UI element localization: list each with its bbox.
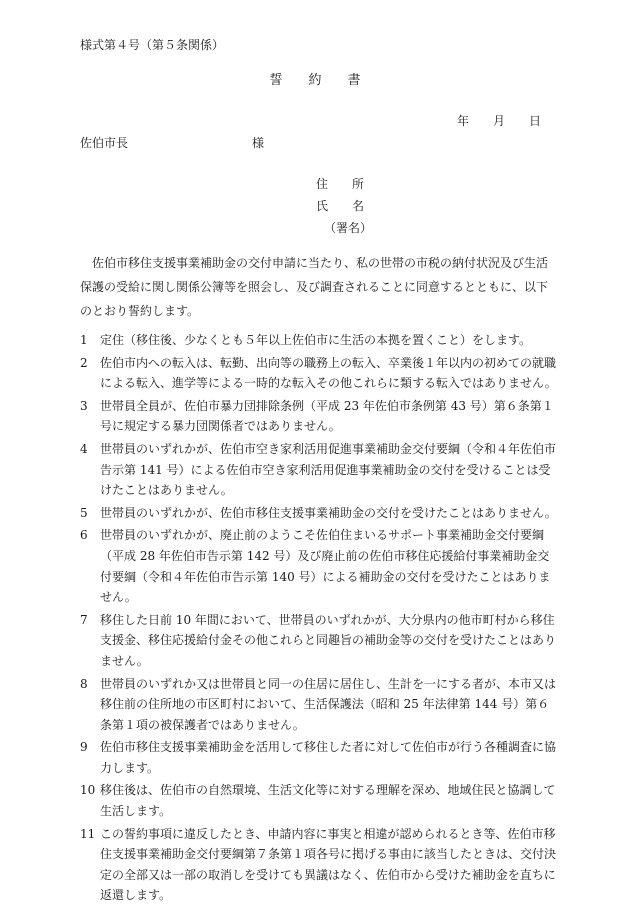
signature-note: （署名） [324, 221, 373, 235]
pledge-item-text: 世帯員のいずれかが、佐伯市移住支援事業補助金の交付を受けたことはありません。 [100, 505, 557, 520]
pledge-item-number: 7 [80, 612, 88, 627]
intro-paragraph: 佐伯市移住支援事業補助金の交付申請に当たり、私の世帯の市税の納付状況及び生活保護の受給に関し関係公簿等を照会し、及び調査されることに同意するとともに、以下のとおり誓約します。 [80, 256, 549, 318]
pledge-item-number: 1 [80, 333, 88, 347]
applicant-block [316, 173, 372, 239]
pledge-item-text: 世帯員全員が、佐伯市暴力団排除条例（平成 23 年佐伯市条例第 43 号）第６条第１号に規定する暴力団関係者ではありません。 [100, 398, 554, 434]
pledge-item [80, 824, 558, 906]
date-line: 年 月 日 [457, 114, 542, 128]
pledge-item [80, 610, 558, 672]
pledge-item-number: 8 [80, 676, 88, 691]
pledge-item [80, 353, 558, 394]
pledge-item-text: 世帯員のいずれかが、廃止前のようこそ佐伯住まいるサポート事業補助金交付要綱（平成 28 年佐伯市告示第 142 号）及び廃止前の佐伯市移住応援給付事業補助金交付要綱（令和４年佐伯市告示第 140 号）による補助金の交付を受けたことはありません。 [100, 528, 551, 605]
pledge-item-number: 11 [80, 826, 96, 841]
pledge-item-number: 4 [80, 441, 88, 456]
address-label: 住 所 [316, 177, 365, 191]
pledge-item [80, 330, 558, 351]
pledge-item [80, 439, 558, 501]
pledge-item [80, 737, 558, 778]
pledge-item-text: この誓約事項に違反したとき、申請内容に事実と相違が認められるとき等、佐伯市移住支援事業補助金交付要綱第７条第１項各号に掲げる事由に該当したときは、交付決定の全部又は一部の取消しを受けても異議はなく、佐伯市から受けた補助金を直ちに返還します。 [100, 826, 557, 903]
form-label: 様式第４号（第５条関係） [80, 38, 225, 52]
pledge-item [80, 525, 558, 607]
pledge-item-text: 移住した日前 10 年間において、世帯員のいずれかが、大分県内の他市町村から移住支援金、移住応援給付金その他これらと同趣旨の補助金等の交付を受けたことはありません。 [100, 612, 557, 668]
page-title: 誓 約 書 [269, 73, 361, 88]
addressee [80, 134, 264, 153]
pledge-item-text: 佐伯市移住支援事業補助金を活用して移住した者に対して佐伯市が行う各種調査に協力します。 [100, 740, 557, 775]
pledge-item-number: 6 [80, 528, 88, 543]
addressee-name: 佐伯市長 [80, 136, 129, 150]
pledge-item [80, 674, 558, 736]
pledge-item-text: 佐伯市内への転入は、転勤、出向等の職務上の転入、卒業後１年以内の初めての就職による転入、進学等による一時的な転入その他これらに類する転入ではありません。 [100, 355, 557, 391]
pledge-item [80, 503, 558, 524]
pledge-list [80, 330, 558, 908]
pledge-item-text: 移住後は、佐伯市の自然環境、生活文化等に対する理解を深め、地域住民と協調して生活します。 [100, 783, 556, 819]
pledge-item [80, 396, 558, 437]
pledge-item-number: 5 [80, 505, 88, 520]
pledge-item-number: 9 [80, 740, 88, 755]
pledge-item-number: 2 [80, 355, 88, 370]
pledge-item-text: 世帯員のいずれかが、佐伯市空き家利活用促進事業補助金交付要綱（令和４年佐伯市告示第 141 号）による佐伯市空き家利活用促進事業補助金の交付を受けることは受けたことはありません。 [100, 441, 557, 498]
pledge-item-number: 10 [80, 783, 96, 798]
pledge-item-text: 定住（移住後、少なくとも５年以上佐伯市に生活の本拠を置くこと）をします。 [100, 333, 532, 347]
pledge-item-number: 3 [80, 398, 88, 413]
name-label: 氏 名 [316, 199, 365, 213]
pledge-item-text: 世帯員のいずれか又は世帯員と同一の住居に居住し、生計を一にする者が、本市又は移住前の住所地の市区町村において、生活保護法（昭和 25 年法律第 144 号）第６条第１項の被保護者ではありません。 [100, 676, 557, 732]
addressee-honorific: 様 [252, 136, 265, 150]
pledge-item [80, 780, 558, 821]
